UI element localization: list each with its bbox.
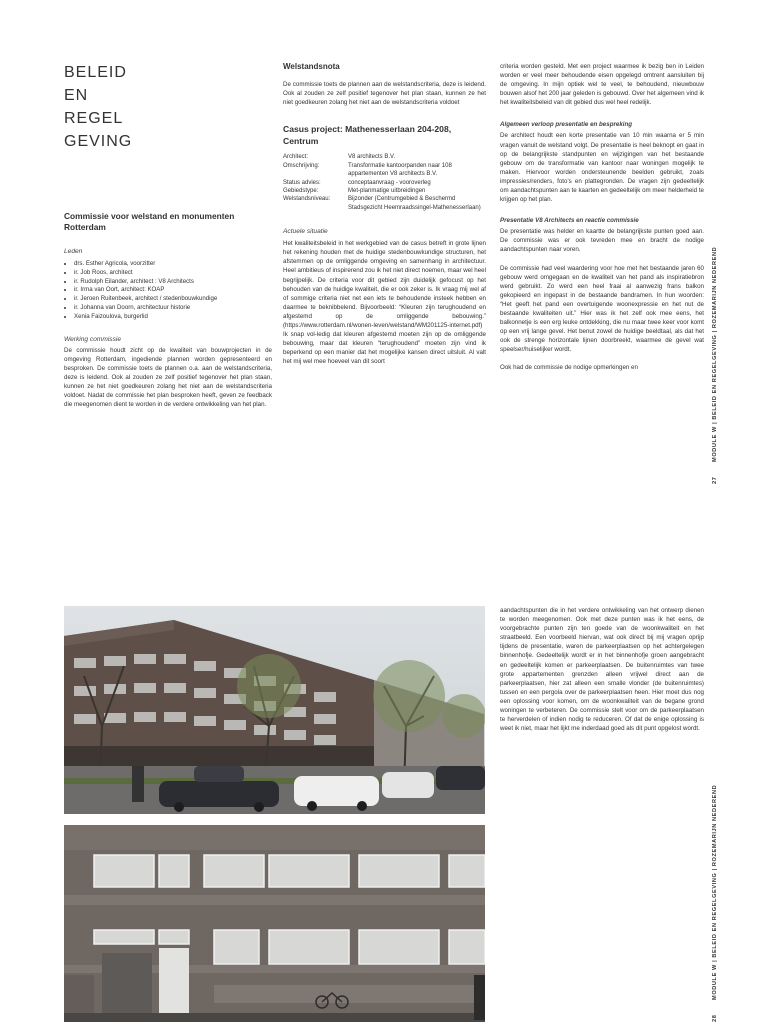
fact-row (283, 187, 486, 195)
werking-text: De commissie houdt zicht op de kwaliteit van bouwprojecten in de omgeving Rotterdam, ingediende plannen worden gepresenteerd en besproken. De commissie toets de plannen o.a. aan de welstandscriteria, deze is leidend. Ook al zouden ze zelf positief tegenover het plan staan, kunnen ze het niet goedkeuren zolang het niet aan de welstandscriteria voldoet. Nadat de commissie het plan besproken heeft, geven ze feedback die meegenomen dient te worden in de verdere ontwikkeling van het plan. (64, 346, 272, 409)
member-item: • ir. Job Roos, architect (74, 269, 272, 278)
facade-photo-image (64, 825, 485, 1022)
member-item: • ir. Johanna van Doorn, architectuur historie (74, 304, 272, 313)
title-line: REGEL (64, 110, 124, 127)
fact-row (283, 195, 486, 212)
member-item: • ir. Irma van Oort, architect: KOAP (74, 286, 272, 295)
reactie-paragraph: De commissie had veel waardering voor hoe met het bestaande jaren 60 gebouw werd omgegaan en de kwaliteit van het pand als inspiratiebron werd gebruikt. Zo werd een heel fraai al aanwezig frans balkon gekopieerd en ingepast in de bestaande bandramen. In hun woorden: “Het geeft het pand een overtuigende woonexpressie en het nut de bestaande kwaliteiten uit.” Hier was ik het zelf ook mee eens, het balkonnetje is een erg leuke ontdekking, die nu maar twee keer voor komt op een vrij lange gevel. Het benut zowel de huidige beeldtaal, als dat het ook de strenge horizontale lijnen doorbreekt, waarmee de gevel wat speelser/huiselijker wordt. (500, 264, 704, 354)
fact-value: Met-planmatige uitbreidingen (348, 187, 426, 194)
running-head-bottom (712, 758, 718, 1022)
casus-heading: Casus project: Mathenesserlaan 204-208, Centrum (283, 124, 452, 147)
criteria-text: criteria worden gesteld. Met een project waarmee ik bezig ben in Leiden worden er veel meer behoudende eisen opgelegd omtrent aansluiten bij de omgeving. In mijn optiek wel te veel, te behoudend, nieuwbouw bouwen alsof het 200 jaar geleden is gebouwd. Over het algemeen vind ik het kwaliteitsbeleid van dit gebied dus wel heel redelijk. (500, 63, 704, 107)
fact-value: V8 architects B.V. (348, 154, 396, 161)
street-photo (64, 606, 485, 814)
fact-key: Architect: (283, 154, 309, 161)
reactie-paragraph: Ook had de commissie de nodige opmerkingen en (500, 364, 638, 372)
member-item: • ir. Jeroen Ruitenbeek, architect / stedenbouwkundige (74, 295, 272, 304)
fact-key: Gebiedstype: (283, 187, 319, 194)
column-three (500, 62, 704, 373)
reactie-heading: Presentatie V8 Architects en reactie commissie (500, 217, 639, 225)
actuele-text: Het kwaliteitsbeleid in het werkgebied van de casus betreft in grote lijnen het rekening houden met de huidige stedenbouwkundige structuren, het afstemmen op de omliggende omgeving en samenhang in architectuur. Heel ambitieus of inspirerend zou ik het niet direct noemen, maar wel heel begrijpelijk. De criteria voor dit gebied zijn duidelijk gefocust op het behouden van de huidige kwaliteit, die er ook zeker is. Ik vraag mij wel af of sommige criteria niet net een iets te behoudende insteek hebben en daarmee te beknibbelend. Bijvoorbeeld: “Kleuren zijn terughoudend en afgestemd op de omliggende bebouwing.” (https://www.rotterdam.nl/wonen-leven/welstand/WM201125-internet.pdf) Ik snap vol-ledig dat kleuren afgestemd moeten zijn op de omliggende bebouwing, maar dat kleuren “terughoudend” moeten zijn vind ik beperkend op een manier dat het mogelijke kansen direct uitsluit. Al valt het mij wel mee hoeveel van dit soort (283, 240, 486, 366)
welstandsnota-text: De commissie toets de plannen aan de welstandscriteria, deze is leidend. Ook al zouden ze zelf positief tegenover het plan staan, kunnen ze het niet goedkeuren zolang het niet aan de welstandscriteria voldoet (283, 81, 486, 107)
members-list (64, 260, 272, 322)
fact-key: Omschrijving: (283, 162, 320, 169)
welstandsnota-section (283, 62, 486, 366)
running-head-text: MODULE W | BELEID EN REGELGEVING | ROZEMARIJN NEDEREND (712, 246, 718, 462)
title-line: EN (64, 87, 89, 104)
fact-row (283, 179, 486, 187)
street-photo-image (64, 606, 485, 814)
title-line: GEVING (64, 133, 133, 150)
page-number-bottom: 28 (712, 1014, 718, 1022)
fact-value: conceptaanvraag - vooroverleg (348, 179, 431, 186)
chapter-title (64, 62, 132, 154)
member-item: • drs. Esther Agricola, voorzitter (74, 260, 272, 269)
leden-heading: Leden (64, 248, 83, 255)
actuele-heading: Actuele situatie (283, 228, 328, 236)
member-item: • Xenia Faizoulova, burgerlid (74, 313, 272, 322)
commissie-heading: Commissie voor welstand en monumenten Rotterdam (64, 211, 235, 232)
werking-heading: Werking commissie (64, 335, 122, 343)
running-head-top (712, 222, 718, 484)
fact-row (283, 162, 486, 179)
reactie-paragraph: De presentatie was helder en kaartte de belangrijkste punten goed aan. De commissie was er ook tevreden mee en bracht de nodige aandachtspunten naar voren. (500, 228, 704, 254)
member-item: • ir. Rudolph Eilander, architect : V8 Architects (74, 278, 272, 287)
commissie-section (64, 211, 272, 409)
title-line: BELEID (64, 64, 127, 81)
page-number-top: 27 (712, 476, 718, 484)
welstandsnota-heading: Welstandsnota (283, 62, 340, 71)
verloop-heading: Algemeen verloop presentatie en bespreking (500, 121, 633, 129)
casus-facts (283, 153, 486, 212)
fact-row (283, 153, 486, 161)
fact-value: Transformatie kantoorpanden naar 108 appartementen V8 architects B.V. (348, 162, 452, 178)
fact-value: Bijzonder (Centrumgebied & Beschermd Stadsgezicht Heemraadssingel-Mathenesserlaan) (348, 196, 481, 211)
facade-photo (64, 825, 485, 1022)
continued-text: aandachtspunten die in het verdere ontwikkeling van het ontwerp dienen te worden meegenomen. Ook met deze punten was ik het eens, de voorgebrachte punten zijn ten goede van de woonkwaliteit en het straatbeeld. Een voorbeeld hiervan, wat ook direct bij mij vragen oprijp tijdens de presentatie, waren de parkeerplaatsen op het achtergelegen binnenhofje. Gedeeltelijk wordt er in het binnenhofje groen aangebracht en gedeeltelijk komen er parkeerplaatsen. De buitenruimtes van twee grote appartementen grenzden alleen vrijwel direct aan de parkeerplaatsen, hier zat alleen een smalle vlonder (de buitenruimtes) tussen en een pergola over de parkeerplaatsen heen. Hier moet dus nog een oplossing voor komen, om de woonkwaliteit van de begane grond woningen te verbeteren. De commissie stelt voor om de parkeerplaatsen te herverdelen of indien nodig te reduceren. Of dat de enige oplossing is weet ik niet, maar het lijkt me inderdaad goed als dit punt opgelost wordt. (500, 607, 704, 733)
running-head-text: MODULE W | BELEID EN REGELGEVING | ROZEMARIJN NEDEREND (712, 784, 718, 1000)
fact-key: Status advies: (283, 179, 321, 186)
fact-key: Welstandsniveau: (283, 196, 331, 203)
verloop-text: De architect houdt een korte presentatie van 10 min waarna er 5 min vragen vanuit de welstand volgt. De presentatie is heel beknopt en gaat in op de belangrijkste standpunten en wijzigingen van het bestaande gebouw om de transformatie van kantoor naar woningen mogelijk te maken. Hiervoor worden ondersteunende beelden gebruikt, zoals impressies/renders, foto’s en plattegronden. De vragen zijn gedeeltelijk om aandachtspunten aan te kaarten en gedeeltelijk om meer helderheid te krijgen op het plan. (500, 132, 704, 204)
